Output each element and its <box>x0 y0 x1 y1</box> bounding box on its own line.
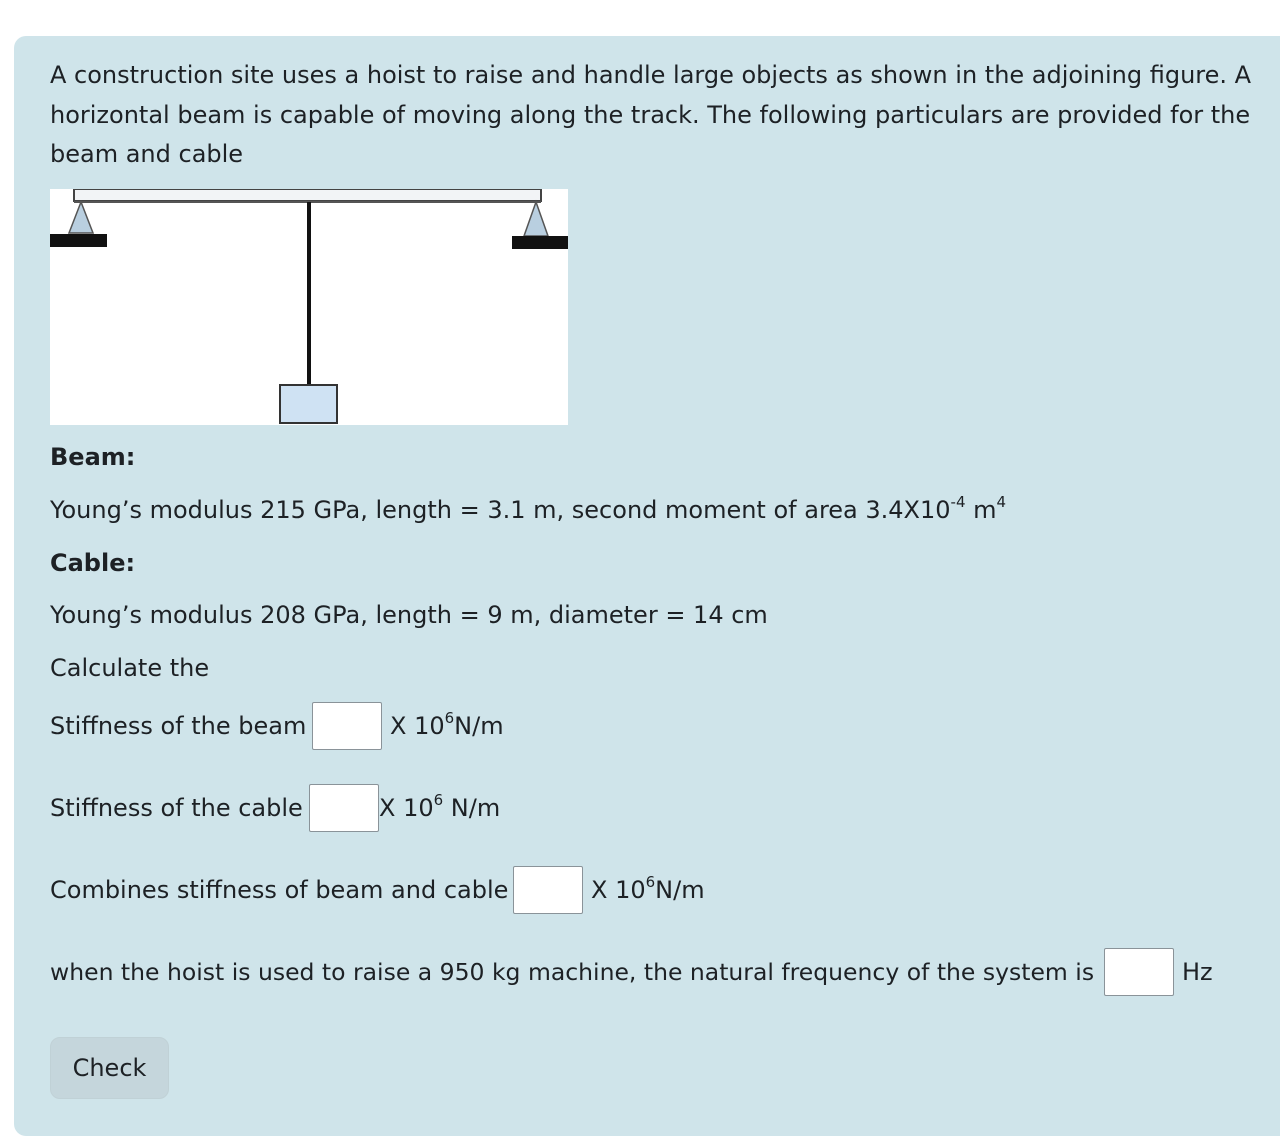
beam-heading: Beam: <box>50 443 136 471</box>
natural-frequency-label: when the hoist is used to raise a 950 kg machine, the natural frequency of the system is <box>50 958 1095 986</box>
left-support-triangle <box>69 202 93 233</box>
hoist-diagram <box>50 189 568 425</box>
beam-spec-unit: m <box>965 496 997 524</box>
cable-stiffness-unit <box>379 793 500 823</box>
beam-stiffness-input[interactable] <box>312 702 382 750</box>
combined-stiffness-unit-prefix: X 10 <box>591 876 646 904</box>
natural-frequency-input[interactable] <box>1104 948 1174 996</box>
cable-stiffness-input[interactable] <box>309 784 379 832</box>
track-beam <box>74 189 541 201</box>
natural-frequency-unit: Hz <box>1182 958 1213 986</box>
cable-stiffness-label: Stiffness of the cable <box>50 794 303 822</box>
beam-stiffness-unit-prefix: X 10 <box>390 712 445 740</box>
beam-spec-unit-exponent: 4 <box>996 493 1007 511</box>
cable-stiffness-unit-prefix: X 10 <box>379 794 434 822</box>
beam-stiffness-unit-exponent: 6 <box>444 709 455 727</box>
combined-stiffness-unit-suffix: N/m <box>655 876 705 904</box>
right-support-triangle <box>524 202 548 236</box>
right-support-base <box>512 236 568 249</box>
question-intro: A construction site uses a hoist to raise and handle large objects as shown in the adjoining figure. A horizontal beam is capable of moving along the track. The following particulars are provided for the beam and cable <box>50 61 1252 168</box>
load-block <box>280 385 337 423</box>
cable-spec: Young’s modulus 208 GPa, length = 9 m, diameter = 14 cm <box>50 601 768 629</box>
combined-stiffness-input[interactable] <box>513 866 583 914</box>
beam-stiffness-label: Stiffness of the beam <box>50 712 307 740</box>
calculate-prompt: Calculate the <box>50 654 210 682</box>
check-button[interactable]: Check <box>50 1037 169 1099</box>
combined-stiffness-unit-exponent: 6 <box>645 873 656 891</box>
combined-stiffness-label: Combines stiffness of beam and cable <box>50 876 509 904</box>
hoist-figure <box>50 189 568 425</box>
cable-stiffness-unit-suffix: N/m <box>443 794 501 822</box>
beam-spec <box>50 495 1006 525</box>
cable-stiffness-unit-exponent: 6 <box>433 791 444 809</box>
beam-stiffness-unit-suffix: N/m <box>454 712 504 740</box>
beam-spec-exponent: -4 <box>950 493 966 511</box>
beam-stiffness-unit <box>390 711 504 741</box>
left-support-base <box>50 234 107 247</box>
cable-heading: Cable: <box>50 549 136 577</box>
combined-stiffness-unit <box>591 875 705 905</box>
beam-spec-text: Young’s modulus 215 GPa, length = 3.1 m, second moment of area 3.4X10 <box>50 496 951 524</box>
